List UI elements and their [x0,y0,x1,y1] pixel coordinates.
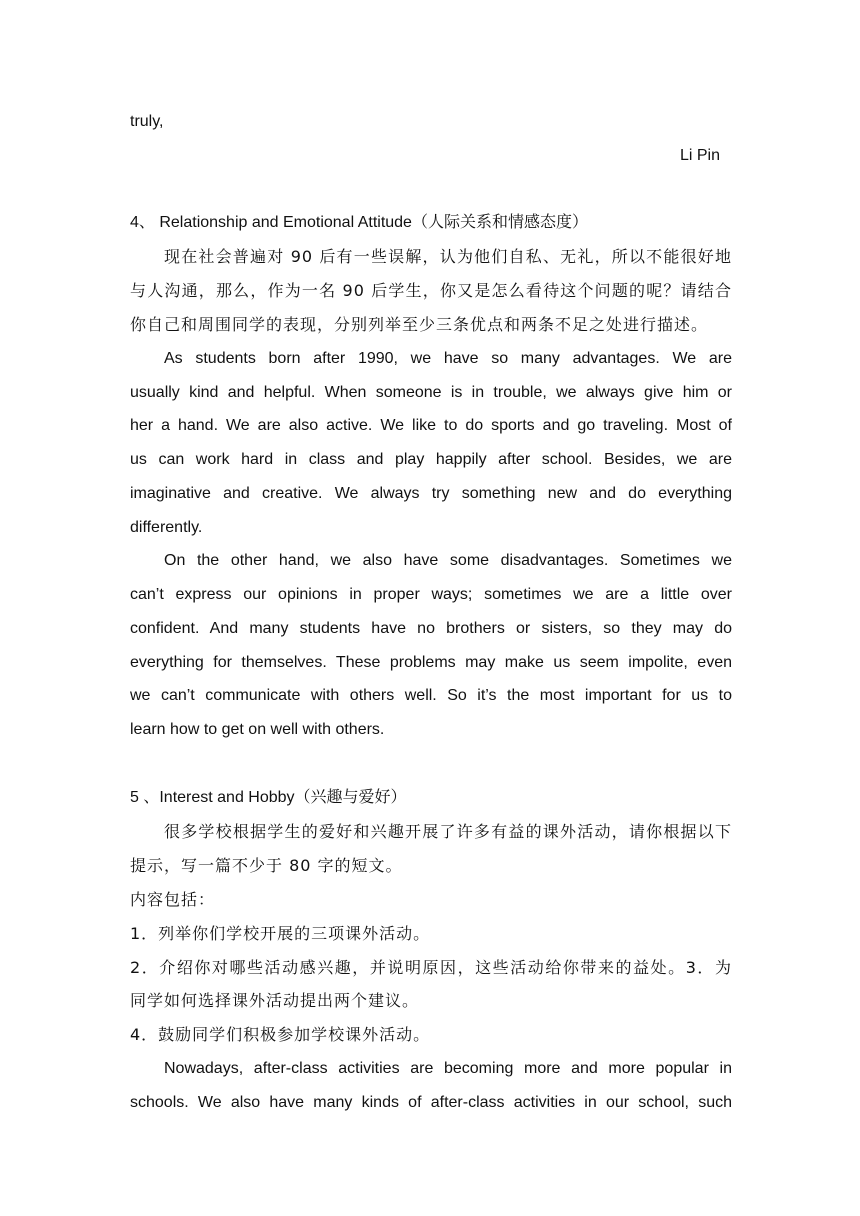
section-5-paragraph-1-line: Nowadays, after-class activities are becoming more and more popular in [164,1060,732,1077]
section-5-prompt-line: 很多学校根据学生的爱好和兴趣开展了许多有益的课外活动，请你根据以下 [164,822,732,841]
section-4-heading: 4、 Relationship and Emotional Attitude（人际关系和情感态度） [130,214,588,231]
section-5-paragraph-1-line: schools. We also have many kinds of after-class activities in our school, such [130,1094,732,1111]
section-4-paragraph-2-line: confident. And many students have no brothers or sisters, so they may do [130,620,732,637]
section-5-point: 1．列举你们学校开展的三项课外活动。 [130,924,431,943]
section-4-prompt-line: 你自己和周围同学的表现，分别列举至少三条优点和两条不足之处进行描述。 [130,315,709,334]
section-4-paragraph-2-line: On the other hand, we also have some disadvantages. Sometimes we [164,552,732,569]
document-page [130,0,732,1216]
section-5-content-label: 内容包括： [130,890,216,909]
section-4-paragraph-1-line: usually kind and helpful. When someone is in trouble, we always give him or [130,384,732,401]
section-5-heading: 5 、Interest and Hobby（兴趣与爱好） [130,789,407,806]
section-4-paragraph-2-line: we can’t communicate with others well. So it’s the most important for us to [130,687,732,704]
section-4-paragraph-2-line: can’t express our opinions in proper ways; sometimes we are a little over [130,586,732,603]
section-5-point: 同学如何选择课外活动提出两个建议。 [130,991,420,1010]
section-4-paragraph-2-line: learn how to get on well with others. [130,721,385,738]
section-4-paragraph-1-line: imaginative and creative. We always try something new and do everything [130,485,732,502]
letter-signature: Li Pin [679,147,720,164]
section-4-prompt-line: 与人沟通，那么，作为一名 90 后学生，你又是怎么看待这个问题的呢？请结合 [130,281,732,300]
section-5-point: 4．鼓励同学们积极参加学校课外活动。 [130,1025,431,1044]
section-5-point: 2．介绍你对哪些活动感兴趣，并说明原因，这些活动给你带来的益处。3．为 [130,958,732,977]
letter-closing: truly, [130,113,164,130]
section-5-prompt-line: 提示，写一篇不少于 80 字的短文。 [130,856,403,875]
section-4-paragraph-1-line: As students born after 1990, we have so many advantages. We are [164,350,732,367]
section-4-paragraph-1-line: us can work hard in class and play happily after school. Besides, we are [130,451,732,468]
section-4-paragraph-2-line: everything for themselves. These problems may make us seem impolite, even [130,654,732,671]
section-4-paragraph-1-line: her a hand. We are also active. We like to do sports and go traveling. Most of [130,417,732,434]
section-4-paragraph-1-line: differently. [130,519,203,536]
section-4-prompt-line: 现在社会普遍对 90 后有一些误解，认为他们自私、无礼，所以不能很好地 [164,247,732,266]
